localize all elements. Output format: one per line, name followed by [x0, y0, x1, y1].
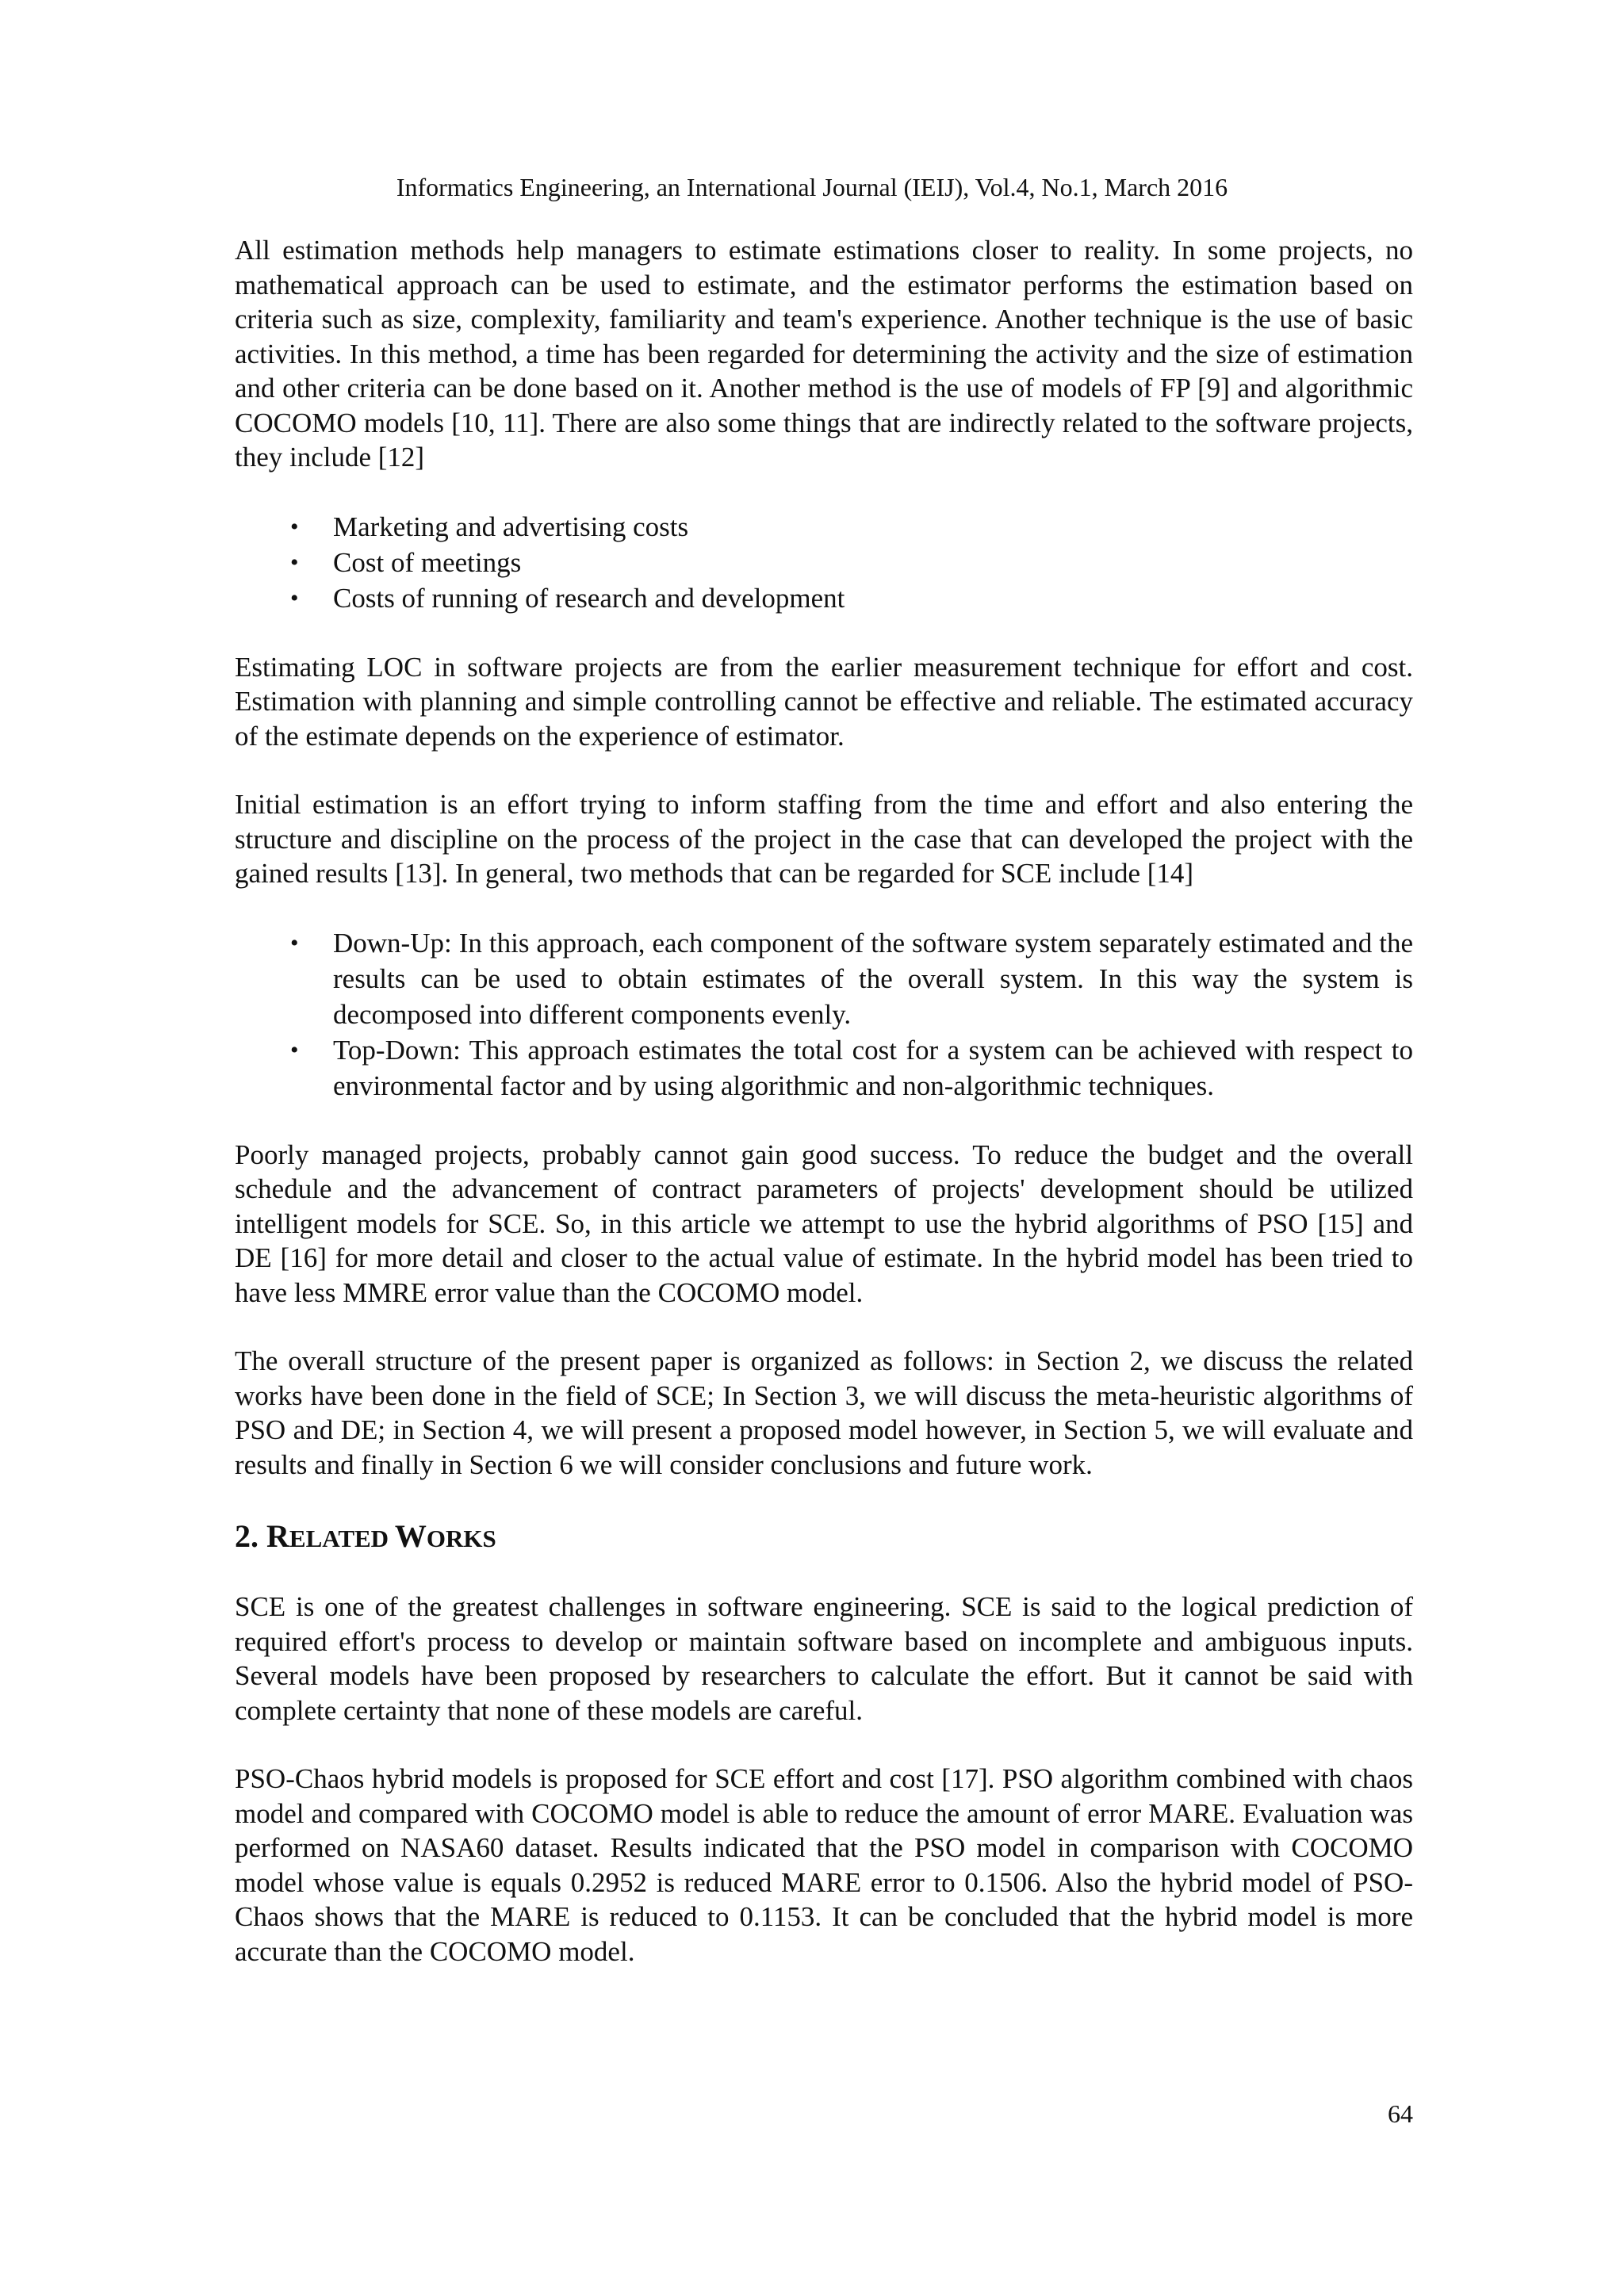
bullet-icon: • — [290, 513, 299, 540]
list-item — [235, 509, 1413, 545]
list-item — [235, 1032, 1413, 1104]
bullet-icon: • — [290, 584, 299, 611]
related-works-paragraph-2: PSO-Chaos hybrid models is proposed for SCE effort and cost [17]. PSO algorithm combined with chaos model and compared with COCOMO model is able to reduce the amount of error MARE. Evaluation was performed on NASA60 dataset. Results indicated that the PSO model in comparison with COCOMO model whose value is equals 0.2952 is reduced MARE error to 0.1506. Also the hybrid model of PSO-Chaos shows that the MARE is reduced to 0.1153. It can be concluded that the hybrid model is more accurate than the COCOMO model. — [235, 1763, 1413, 1967]
bullet-icon: • — [290, 1036, 299, 1063]
intro-paragraph-4: Poorly managed projects, probably cannot gain good success. To reduce the budget and the overall schedule and the advancement of contract parameters of projects' development should be utilized intelligent models for SCE. So, in this article we attempt to use the hybrid algorithms of PSO [15] and DE [16] for more detail and closer to the actual value of estimate. In the hybrid model has been tried to have less MMRE error value than the COCOMO model. — [235, 1138, 1413, 1308]
related-works-paragraph-1: SCE is one of the greatest challenges in software engineering. SCE is said to the logical prediction of required effort's process to develop or maintain software based on incomplete and ambiguous inputs. Several models have been proposed by researchers to calculate the effort. But it cannot be said with complete certainty that none of these models are careful. — [235, 1591, 1413, 1726]
bullet-icon: • — [290, 549, 299, 576]
list-item-text: Marketing and advertising costs — [333, 511, 689, 542]
list-item-text: Top-Down: This approach estimates the total cost for a system can be achieved with respect to environmental factor and by using algorithmic and non-algorithmic techniques. — [333, 1034, 1413, 1101]
main-content — [235, 233, 1413, 2003]
section-heading-related-works — [235, 1516, 1413, 1559]
intro-paragraph-3: Initial estimation is an effort trying to inform staffing from the time and effort and also entering the structure and discipline on the process of the project in the case that can developed the project with the gained results [13]. In general, two methods that can be regarded for SCE include [14] — [235, 789, 1413, 889]
list-item — [235, 545, 1413, 580]
list-item-text: Costs of running of research and development — [333, 582, 845, 614]
intro-paragraph-2: Estimating LOC in software projects are from the earlier measurement technique for effort and cost. Estimation with planning and simple controlling cannot be effective and reliable. The estimated accuracy of the estimate depends on the experience of estimator. — [235, 651, 1413, 752]
intro-paragraph-5: The overall structure of the present paper is organized as follows: in Section 2, we discuss the related works have been done in the field of SCE; In Section 3, we will discuss the meta-heuristic algorithms of PSO and DE; in Section 4, we will present a proposed model however, in Section 5, we will evaluate and results and finally in Section 6 we will consider conclusions and future work. — [235, 1345, 1413, 1480]
list-item-text: Cost of meetings — [333, 546, 522, 578]
list-item-text: Down-Up: In this approach, each component of the software system separately estimated and the results can be used to obtain estimates of the overall system. In this way the system is decomposed into different components evenly. — [333, 927, 1413, 1030]
heading-part: ELATED — [289, 1525, 395, 1552]
running-header: Informatics Engineering, an International Journal (IEIJ), Vol.4, No.1, March 2016 — [396, 173, 1228, 201]
heading-part: W — [394, 1518, 427, 1554]
heading-number: 2. R — [235, 1518, 289, 1554]
sce-methods-list — [235, 925, 1413, 1104]
list-item — [235, 580, 1413, 616]
intro-paragraph-1: All estimation methods help managers to estimate estimations closer to reality. In some projects, no mathematical approach can be used to estimate, and the estimator performs the estimation based on criteria such as size, complexity, familiarity and team's experience. Another technique is the use of basic activities. In this method, a time has been regarded for determining the activity and the size of estimation and other criteria can be done based on it. Another method is the use of models of FP [9] and algorithmic COCOMO models [10, 11]. There are also some things that are indirectly related to the software projects, they include [12] — [235, 235, 1413, 473]
cost-items-list — [235, 509, 1413, 616]
page-number: 64 — [1388, 2099, 1413, 2128]
heading-part: ORKS — [426, 1525, 496, 1552]
bullet-icon: • — [290, 929, 299, 956]
list-item — [235, 925, 1413, 1032]
